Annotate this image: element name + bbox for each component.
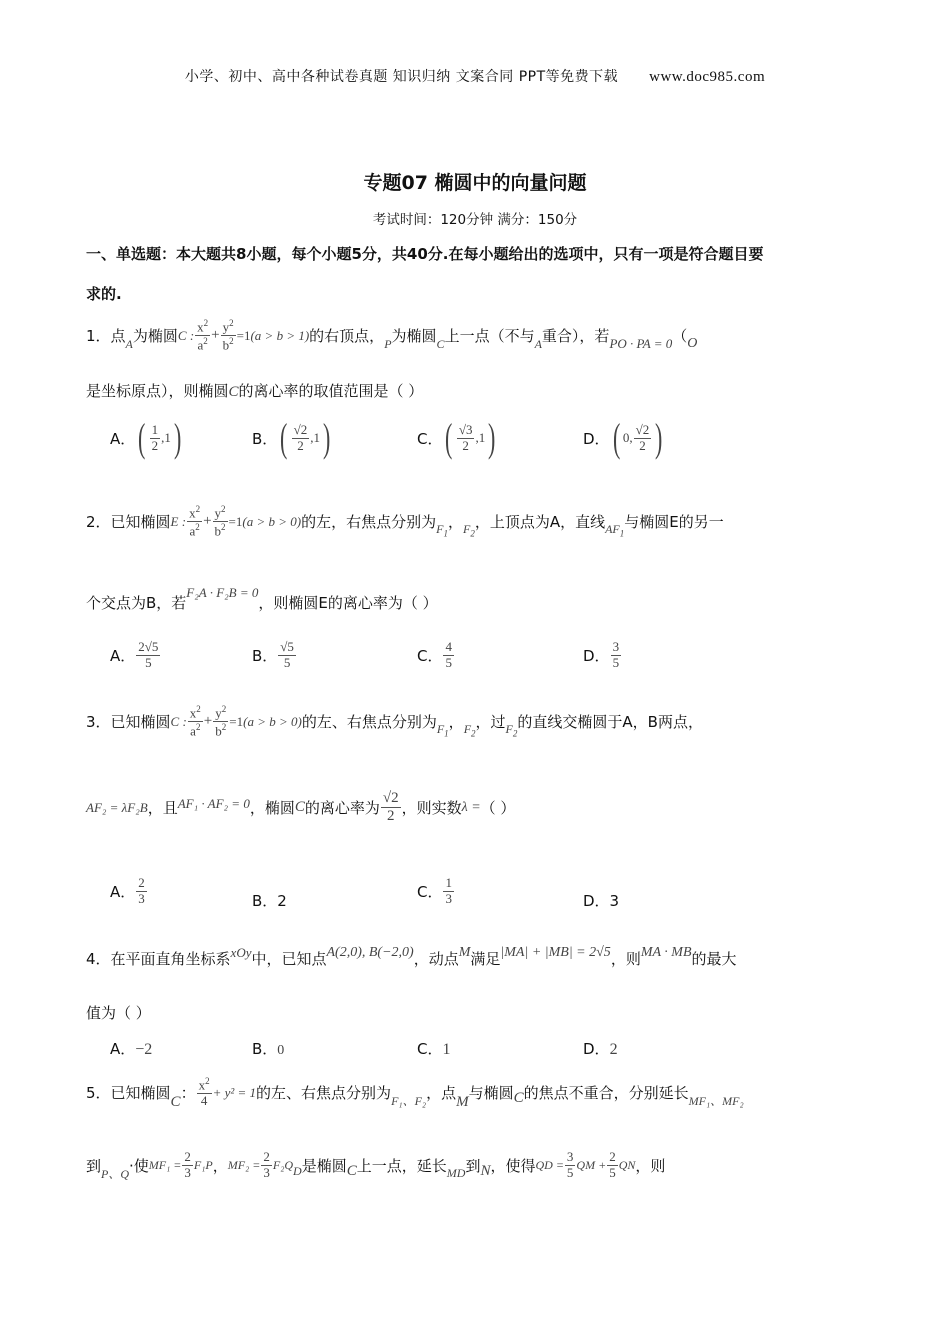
fraction-x2-a2: $\frac{x^2}{a^2}$: [197, 318, 209, 353]
q3-option-c[interactable]: C． $\frac{1}{3}$: [417, 875, 452, 906]
section-heading-line1: 一、单选题：本大题共8小题，每个小题5分，共40分.在每小题给出的选项中，只有一项是符合题目要: [86, 245, 764, 263]
header-text: 小学、初中、高中各种试卷真题 知识归纳 文案合同 PPT等免费下载: [184, 69, 619, 85]
q3-option-b[interactable]: B．2: [252, 892, 287, 910]
question-2-line2: 个交点为B，若 F₂A · F₂B = 0 ，则椭圆E的离心率为（ ）: [86, 584, 438, 612]
question-5-line2: 到 P、Q ·使 MF₁ = $\frac{2}{3}$ F₁P ， MF₂ = $\frac{2}{3}$ F₂Q D 是椭圆 C 上一点，延长 MD 到 N ，使得 QD = $\frac{3}{5}$ QM + $\frac{2}{5}$ QN ，则: [86, 1149, 666, 1181]
fraction-y2-b2: $\frac{y^2}{b^2}$: [222, 318, 234, 353]
q1-option-c[interactable]: C． ( $\frac{√3}{2}$ ,1 ): [417, 415, 496, 460]
q4-option-a[interactable]: A．−2: [110, 1040, 153, 1058]
section-heading-line2: 求的.: [86, 285, 122, 303]
question-4-line2: 值为（ ）: [86, 1004, 151, 1022]
q2-option-b[interactable]: B． $\frac{√5}{5}$: [252, 639, 294, 670]
q2-option-d[interactable]: D． $\frac{3}{5}$: [583, 639, 620, 670]
page-header: [0, 66, 950, 86]
question-4-line1: 4．在平面直角坐标系 xOy 中，已知点 A(2,0), B(−2,0) ，动点 M 满足 |MA| + |MB| = 2√5 ，则 MA · MB 的最大: [86, 944, 737, 968]
question-1-line2: 是坐标原点），则椭圆C的离心率的取值范围是（ ）: [86, 382, 424, 400]
q3-option-a[interactable]: A． $\frac{2}{3}$: [110, 875, 145, 906]
exam-info: 考试时间：120分钟 满分：150分: [372, 212, 578, 228]
page-title: 专题07 椭圆中的向量问题: [363, 172, 587, 194]
q1-option-a[interactable]: A． ( $\frac{1}{2}$ ,1 ): [110, 415, 182, 460]
q4-option-b[interactable]: B．0: [252, 1040, 285, 1058]
header-site: www.doc985.com: [649, 69, 766, 85]
question-2-line1: 2．已知椭圆 E : $\frac{x^2}{a^2}$ + $\frac{y^2}{b^2}$ =1 (a > b > 0) 的左，右焦点分别为 $F_1$ ， $F_2$ ，上顶点为A，直线 $AF_1$ 与椭圆E的另一: [86, 504, 724, 539]
q3-option-d[interactable]: D．3: [583, 892, 620, 910]
q4-option-d[interactable]: D．2: [583, 1040, 618, 1058]
question-1-line1: 1．点 A 为椭圆 C : $\frac{x^2}{a^2}$ + $\frac{y^2}{b^2}$ =1 (a > b > 1) 的右顶点， P 为椭圆 C 上一点（不与 A 重合），若 PO · PA = 0 （ O: [86, 318, 698, 353]
q1-option-b[interactable]: B． ( $\frac{√2}{2}$ ,1 ): [252, 415, 331, 460]
question-3-line2: AF₂ = λF₂B ，且 AF₁ · AF₂ = 0 ，椭圆 C 的离心率为 $\frac{√2}{2}$ ，则实数 λ = （ ）: [86, 790, 516, 825]
q4-option-c[interactable]: C．1: [417, 1040, 451, 1058]
question-5-line1: 5．已知椭圆 C ： $\frac{x^2}{4}$ + y² = 1 的左、右焦点分别为 F₁、F₂ ，点 M 与椭圆 C 的焦点不重合，分别延长 MF₁、MF₂: [86, 1076, 744, 1111]
q2-option-c[interactable]: C． $\frac{4}{5}$: [417, 639, 452, 670]
q2-option-a[interactable]: A． $\frac{2√5}{5}$: [110, 639, 159, 670]
q1-option-d[interactable]: D． ( 0, $\frac{√2}{2}$ ): [583, 415, 663, 460]
question-3-line1: 3．已知椭圆 C : $\frac{x^2}{a^2}$ + $\frac{y^2}{b^2}$ =1 (a > b > 0) 的左、右焦点分别为 $F_1$ ， $F_2$ ，过 $F_2$ 的直线交椭圆于A，B两点，: [86, 704, 703, 739]
